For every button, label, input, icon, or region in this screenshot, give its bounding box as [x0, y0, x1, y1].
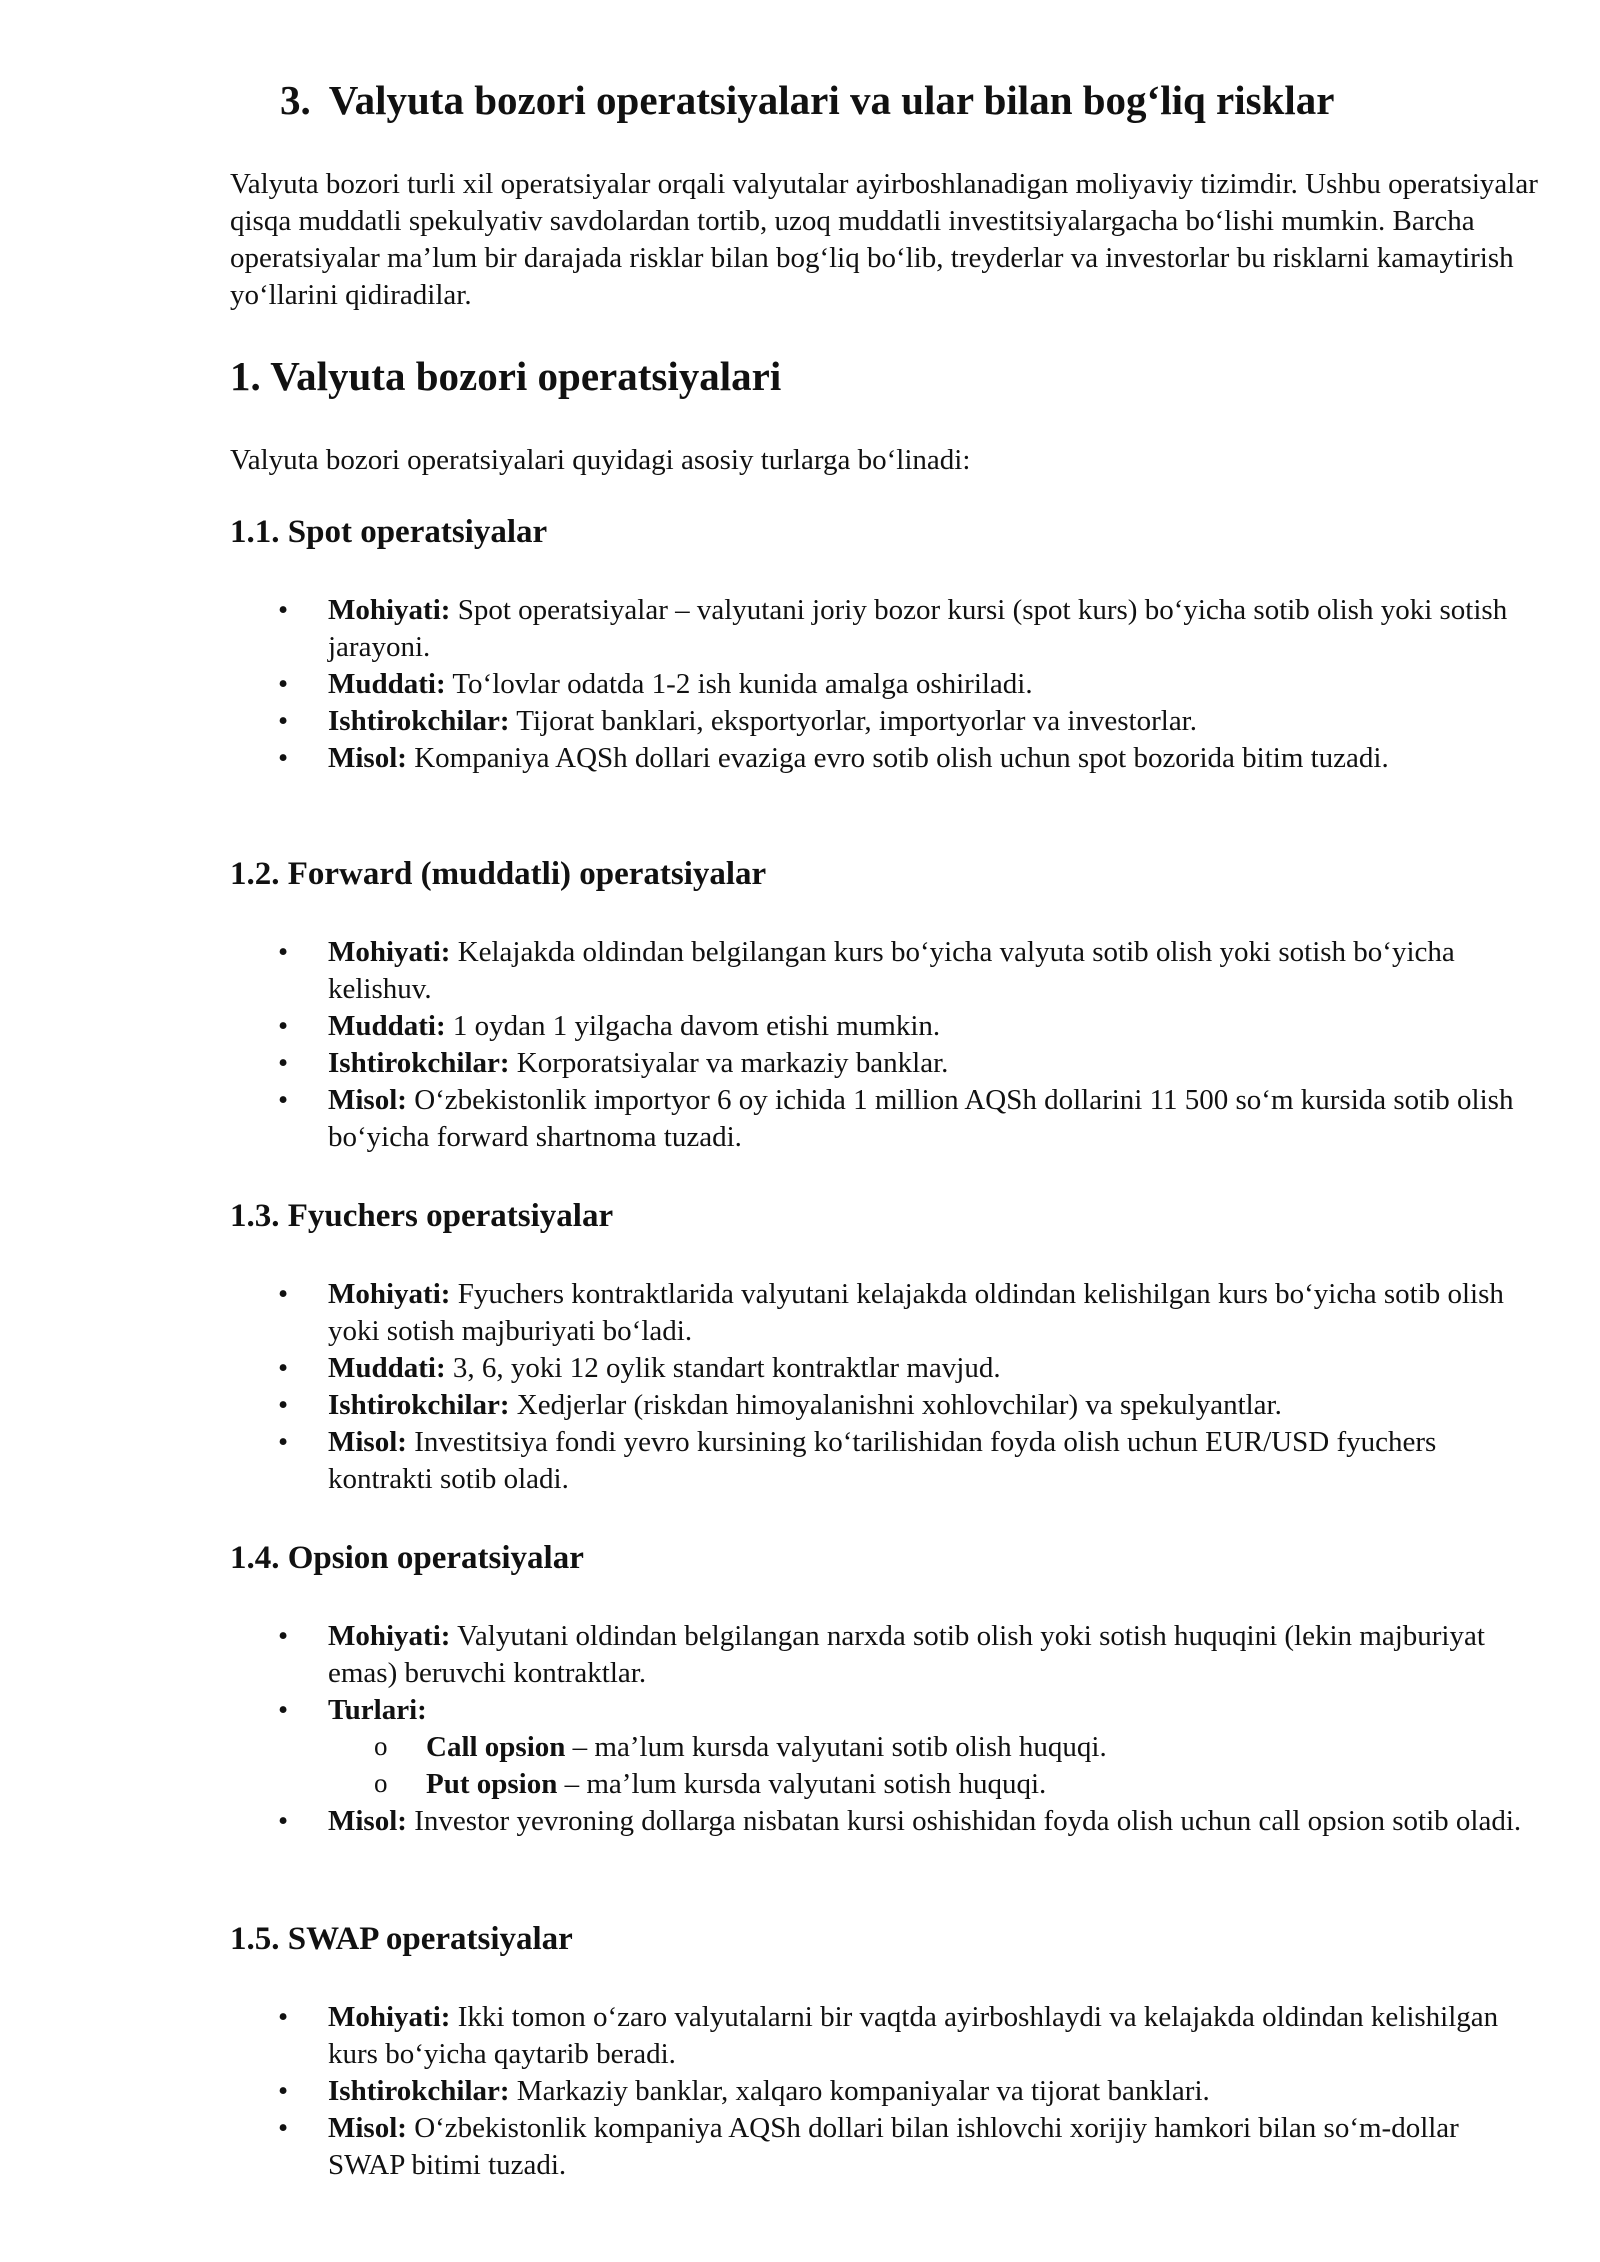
section-heading: 1. Valyuta bozori operatsiyalari — [230, 353, 782, 399]
list-item: • Mohiyati: Kelajakda oldindan belgilangan kurs bo‘yicha valyuta sotib olish yoki sotish bo‘yicha kelishuv. — [230, 934, 1530, 1008]
list-item: • Mohiyati: Fyuchers kontraktlarida valyutani kelajakda oldindan kelishilgan kurs bo‘yicha sotib olish yoki sotish majburiyati bo‘ladi. — [230, 1276, 1530, 1350]
title-number: 3. — [280, 77, 311, 123]
list-item: • Misol: O‘zbekistonlik kompaniya AQSh dollari bilan ishlovchi xorijiy hamkori bilan so‘m-dollar SWAP bitimi tuzadi. — [230, 2110, 1530, 2184]
forward-list — [230, 934, 1530, 1156]
list-item: • Misol: Investitsiya fondi yevro kursining ko‘tarilishidan foyda olish uchun EUR/USD fyuchers kontrakti sotib oladi. — [230, 1424, 1530, 1498]
futures-list — [230, 1276, 1530, 1498]
intro-paragraph: Valyuta bozori turli xil operatsiyalar orqali valyutalar ayirboshlanadigan moliyaviy tizimdir. Ushbu operatsiyalar qisqa muddatli spekulyativ savdolardan tortib, uzoq muddatli investitsiyalargacha bo‘lishi mumkin. Barcha operatsiyalar ma’lum bir darajada risklar bilan bog‘liq bo‘lib, treyderlar va investorlar bu risklarni kamaytirish yo‘llarini qidiradilar. — [230, 168, 1538, 311]
list-item: o Put opsion – ma’lum kursda valyutani sotish huquqi. — [328, 1766, 1530, 1803]
list-item: • Mohiyati: Valyutani oldindan belgilangan narxda sotib olish yoki sotish huquqini (lekin majburiyat emas) beruvchi kontraktlar. — [230, 1618, 1530, 1692]
list-item: • Ishtirokchilar: Xedjerlar (riskdan himoyalanishni xohlovchilar) va spekulyantlar. — [230, 1387, 1530, 1424]
list-item: • Misol: Investor yevroning dollarga nisbatan kursi oshishidan foyda olish uchun call opsion sotib oladi. — [230, 1803, 1530, 1840]
option-list — [230, 1618, 1530, 1840]
list-item: • Ishtirokchilar: Korporatsiyalar va markaziy banklar. — [230, 1045, 1530, 1082]
list-item: • Misol: Kompaniya AQSh dollari evaziga evro sotib olish uchun spot bozorida bitim tuzadi. — [230, 740, 1530, 777]
list-item: • Ishtirokchilar: Markaziy banklar, xalqaro kompaniyalar va tijorat banklari. — [230, 2073, 1530, 2110]
subsection-heading-futures: 1.3. Fyuchers operatsiyalar — [230, 1198, 614, 1234]
list-item: • Muddati: 1 oydan 1 yilgacha davom etishi mumkin. — [230, 1008, 1530, 1045]
subsection-heading-forward: 1.2. Forward (muddatli) operatsiyalar — [230, 856, 767, 892]
list-item: • Muddati: 3, 6, yoki 12 oylik standart kontraktlar mavjud. — [230, 1350, 1530, 1387]
section-lead: Valyuta bozori operatsiyalari quyidagi asosiy turlarga bo‘linadi: — [230, 444, 971, 476]
swap-list — [230, 1999, 1530, 2184]
list-item: • Misol: O‘zbekistonlik importyor 6 oy ichida 1 million AQSh dollarini 11 500 so‘m kursida sotib olish bo‘yicha forward shartnoma tuzadi. — [230, 1082, 1530, 1156]
list-item: • Mohiyati: Spot operatsiyalar – valyutani joriy bozor kursi (spot kurs) bo‘yicha sotib olish yoki sotish jarayoni. — [230, 592, 1530, 666]
title-text: Valyuta bozori operatsiyalari va ular bilan bog‘liq risklar — [328, 77, 1335, 123]
subsection-heading-swap: 1.5. SWAP operatsiyalar — [230, 1921, 573, 1957]
subsection-heading-option: 1.4. Opsion operatsiyalar — [230, 1540, 584, 1576]
subsection-heading-spot: 1.1. Spot operatsiyalar — [230, 514, 548, 550]
list-item: • Ishtirokchilar: Tijorat banklari, eksportyorlar, importyorlar va investorlar. — [230, 703, 1530, 740]
document-title — [280, 76, 1334, 124]
list-item: • Muddati: To‘lovlar odatda 1-2 ish kunida amalga oshiriladi. — [230, 666, 1530, 703]
list-item: • Mohiyati: Ikki tomon o‘zaro valyutalarni bir vaqtda ayirboshlaydi va kelajakda oldindan kelishilgan kurs bo‘yicha qaytarib beradi. — [230, 1999, 1530, 2073]
spot-list — [230, 592, 1530, 777]
option-types-list — [328, 1729, 1530, 1803]
list-item: • Turlari: o Call opsion – ma’lum kursda valyutani sotib olish huquqi. o Put opsion – ma’lum kursda valyutani sotish huquqi. — [230, 1692, 1530, 1803]
list-item: o Call opsion – ma’lum kursda valyutani sotib olish huquqi. — [328, 1729, 1530, 1766]
